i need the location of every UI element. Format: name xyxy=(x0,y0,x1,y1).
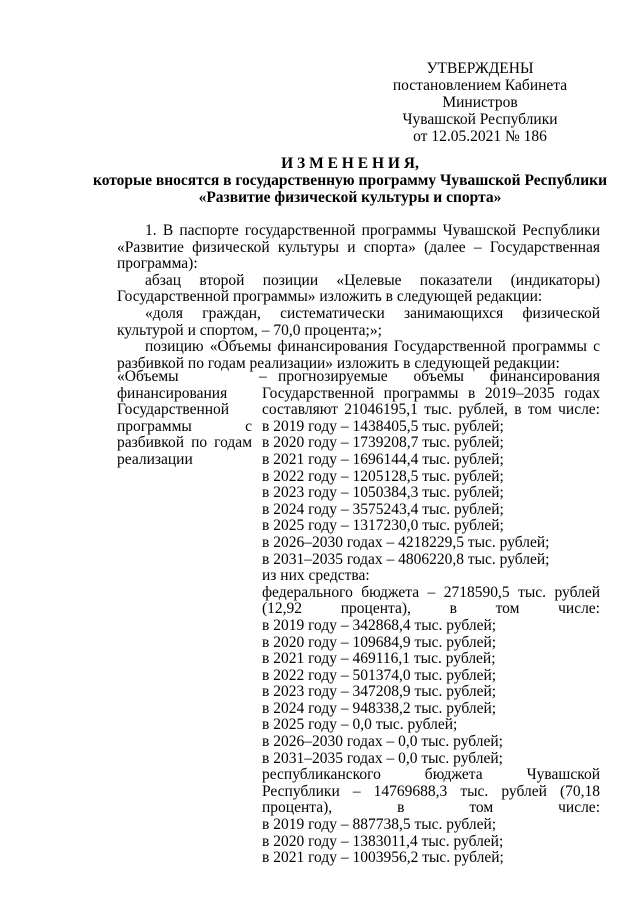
table-left-cell: «Объемы финансирования Государственной программы с разбивкой по годам реализации xyxy=(117,368,252,468)
list-item: в 2019 году – 1438405,5 тыс. рублей; xyxy=(262,417,504,435)
title-program-name: «Развитие физической культуры и спорта» xyxy=(198,189,502,206)
paragraph: «доля граждан, систематически занимающихся физической культурой и спортом, – 70,0 процента;»; xyxy=(117,304,600,339)
document-body xyxy=(117,223,600,372)
list-item: в 2020 году – 1383011,4 тыс. рублей; xyxy=(262,832,504,850)
list-item: в 2021 году – 1696144,4 тыс. рублей; xyxy=(262,450,504,468)
financing-intro: прогнозируемые объемы финансирования Государственной программы в 2019–2035 годах составляют 21046195,1 тыс. рублей, в том числе: xyxy=(262,368,600,419)
list-item: в 2024 году – 3575243,4 тыс. рублей; xyxy=(262,500,504,518)
paragraph: абзац второй позиции «Целевые показатели (индикаторы) Государственной программы» изложить в следующей редакции: xyxy=(117,271,600,306)
list-item: в 2025 году – 0,0 тыс. рублей; xyxy=(262,716,458,734)
list-item: в 2023 году – 347208,9 тыс. рублей; xyxy=(262,683,497,701)
federal-budget-intro: федерального бюджета – 2718590,5 тыс. рублей (12,92 процента), в том числе: xyxy=(262,583,600,618)
approval-line: постановлением Кабинета Министров xyxy=(392,77,568,111)
list-item: в 2031–2035 годах – 0,0 тыс. рублей; xyxy=(262,749,503,767)
list-item: в 2023 году – 1050384,3 тыс. рублей; xyxy=(262,484,504,502)
title-subheading: которые вносятся в государственную программу Чувашской Республики xyxy=(92,172,608,189)
list-item: в 2024 году – 948338,2 тыс. рублей; xyxy=(262,699,497,717)
list-item: в 2022 году – 501374,0 тыс. рублей; xyxy=(262,666,497,684)
list-item: в 2019 году – 342868,4 тыс. рублей; xyxy=(262,616,497,634)
list-item: из них средства: xyxy=(262,567,370,585)
table-right-cell xyxy=(262,369,600,867)
list-item: в 2021 году – 469116,1 тыс. рублей; xyxy=(262,650,496,668)
approval-stamp xyxy=(360,60,600,145)
approval-date: от 12.05.2021 № 186 xyxy=(413,128,547,145)
list-item: в 2025 году – 1317230,0 тыс. рублей; xyxy=(262,517,504,535)
document-title xyxy=(90,155,610,206)
republic-budget-intro: республиканского бюджета Чувашской Республики – 14769688,3 тыс. рублей (70,18 процента), в том числе: xyxy=(262,766,600,817)
title-heading: И З М Е Н Е Н И Я, xyxy=(281,155,419,172)
list-item: в 2021 году – 1003956,2 тыс. рублей; xyxy=(262,849,504,867)
list-item: в 2019 году – 887738,5 тыс. рублей; xyxy=(262,816,497,834)
approval-line: Чувашской Республики xyxy=(402,111,558,128)
paragraph: 1. В паспорте государственной программы Чувашской Республики «Развитие физической культуры и спорта» (далее – Государственная программа): xyxy=(117,222,600,273)
list-item: в 2026–2030 годах – 0,0 тыс. рублей; xyxy=(262,733,503,751)
list-item: в 2022 году – 1205128,5 тыс. рублей; xyxy=(262,467,504,485)
list-item: в 2026–2030 годах – 4218229,5 тыс. рублей; xyxy=(262,533,550,551)
paragraph: позицию «Объемы финансирования Государственной программы с разбивкой по годам реализации» изложить в следующей редакции: xyxy=(117,338,600,372)
list-item: в 2020 году – 1739208,7 тыс. рублей; xyxy=(262,434,504,452)
list-item: в 2020 году – 109684,9 тыс. рублей; xyxy=(262,633,497,651)
list-item: в 2031–2035 годах – 4806220,8 тыс. рублей; xyxy=(262,550,550,568)
approval-head: УТВЕРЖДЕНЫ xyxy=(426,60,534,77)
table-dash: – xyxy=(259,368,267,385)
